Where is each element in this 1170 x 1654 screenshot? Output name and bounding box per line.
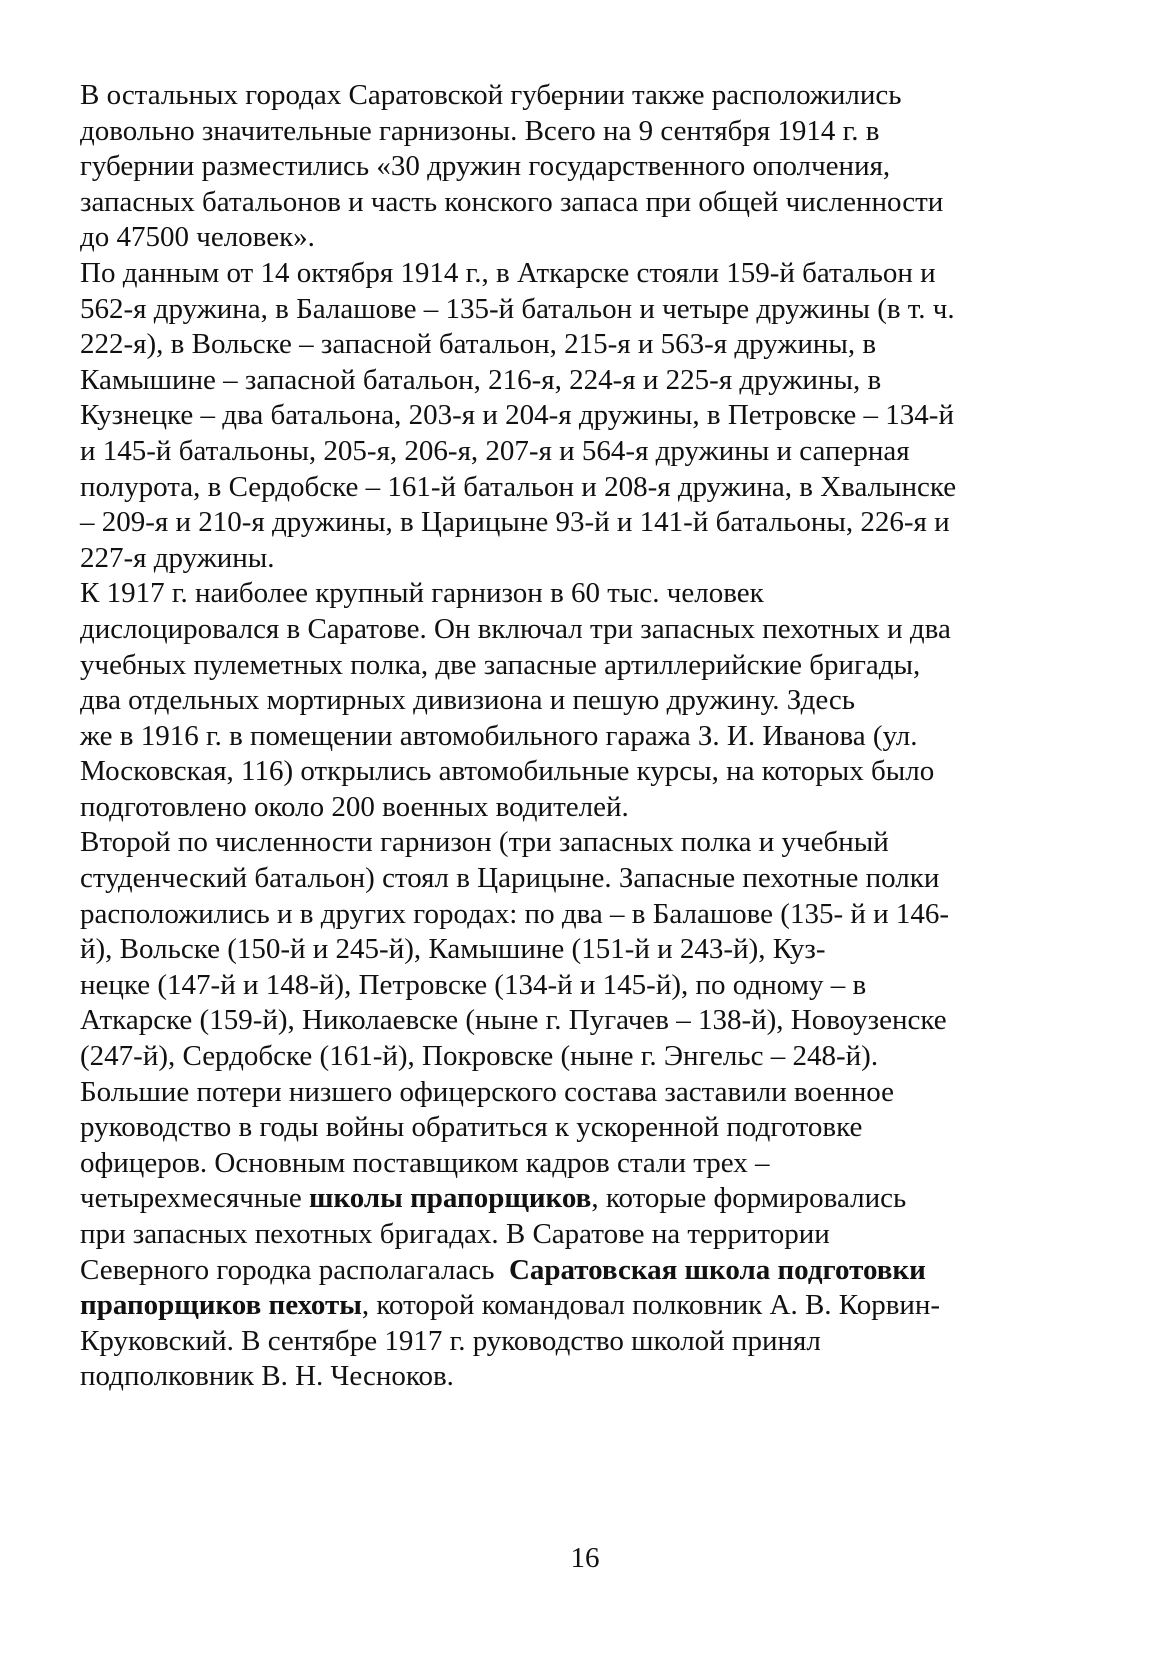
bold-term-infantry-ensigns: прапорщиков пехоты	[80, 1289, 362, 1322]
text-line: Второй по численности гарнизон (три запасных полка и учебный	[80, 826, 889, 859]
text-line: нецке (147-й и 148-й), Петровске (134-й и 145-й), по одному – в	[80, 968, 867, 1001]
text-line: Аткарске (159-й), Николаевске (ныне г. Пугачев – 138-й), Новоузенске	[80, 1004, 947, 1037]
text-line: при запасных пехотных бригадах. В Саратове на территории	[80, 1218, 830, 1250]
text-line: два отдельных мортирных дивизиона и пешую дружину. Здесь	[80, 684, 856, 717]
bold-term-ensign-schools: школы прапорщиков	[308, 1182, 592, 1215]
text-line: дислоцировался в Саратове. Он включал три запасных пехотных и два	[80, 612, 951, 645]
text-line: (247-й), Сердобске (161-й), Покровске (ныне г. Энгельс – 248-й).	[80, 1040, 879, 1073]
text-line: 562-я дружина, в Балашове – 135-й батальон и четыре дружины (в т. ч.	[80, 292, 955, 325]
text-segment: четырехмесячные	[80, 1182, 309, 1215]
body-text	[80, 78, 1090, 1395]
text-line: довольно значительные гарнизоны. Всего на 9 сентября 1914 г. в	[80, 114, 880, 147]
text-line: подготовлено около 200 военных водителей.	[80, 790, 629, 823]
text-line: 222-я), в Вольске – запасной батальон, 215-я и 563-я дружины, в	[80, 328, 877, 361]
text-line	[80, 1181, 1090, 1217]
bold-term-saratov-school: Саратовская школа подготовки	[508, 1253, 926, 1286]
text-segment: Северного городка располагалась	[80, 1253, 509, 1286]
text-line: и 145-й батальоны, 205-я, 206-я, 207-я и 564-я дружины и саперная	[80, 434, 910, 467]
text-line: губернии разместились «30 дружин государственного ополчения,	[80, 150, 891, 183]
text-line: запасных батальонов и часть конского запаса при общей численности	[80, 185, 944, 218]
text-line	[80, 1253, 1090, 1289]
text-line: полурота, в Сердобске – 161-й батальон и 208-я дружина, в Хвалынске	[80, 470, 957, 503]
text-line	[80, 1288, 1090, 1324]
text-line: Московская, 116) открылись автомобильные курсы, на которых было	[80, 755, 935, 788]
text-segment: , которые формировались	[591, 1182, 907, 1215]
text-line: По данным от 14 октября 1914 г., в Аткарске стояли 159-й батальон и	[80, 256, 936, 289]
text-line: Круковский. В сентябре 1917 г. руководство школой принял	[80, 1324, 821, 1357]
text-line: учебных пулеметных полка, две запасные артиллерийские бригады,	[80, 648, 921, 681]
text-segment: , которой командовал полковник А. В. Корвин-	[361, 1289, 941, 1322]
text-line: й), Вольске (150-й и 245-й), Камышине (151-й и 243-й), Куз-	[80, 933, 826, 966]
text-line: – 209-я и 210-я дружины, в Царицыне 93-й и 141-й батальоны, 226-я и	[80, 506, 950, 539]
text-line: Большие потери низшего офицерского состава заставили военное	[80, 1075, 894, 1108]
text-line: руководство в годы войны обратиться к ускоренной подготовке	[80, 1111, 863, 1144]
text-line: студенческий батальон) стоял в Царицыне. Запасные пехотные полки	[80, 862, 940, 895]
text-line: 227-я дружины.	[80, 541, 275, 574]
text-line: В остальных городах Саратовской губернии также расположились	[80, 79, 902, 111]
text-line: офицеров. Основным поставщиком кадров стали трех –	[80, 1146, 770, 1179]
text-line: Камышине – запасной батальон, 216-я, 224-я и 225-я дружины, в	[80, 363, 882, 396]
text-line: К 1917 г. наиболее крупный гарнизон в 60 тыс. человек	[80, 577, 764, 610]
text-line: же в 1916 г. в помещении автомобильного гаража З. И. Иванова (ул.	[80, 719, 918, 752]
text-line: расположились и в других городах: по два – в Балашове (135- й и 146-	[80, 897, 950, 930]
text-line: подполковник В. Н. Чесноков.	[80, 1360, 454, 1393]
page-number: 16	[570, 1542, 600, 1574]
text-line: Кузнецке – два батальона, 203-я и 204-я дружины, в Петровске – 134-й	[80, 399, 954, 432]
text-line: до 47500 человек».	[80, 221, 315, 254]
